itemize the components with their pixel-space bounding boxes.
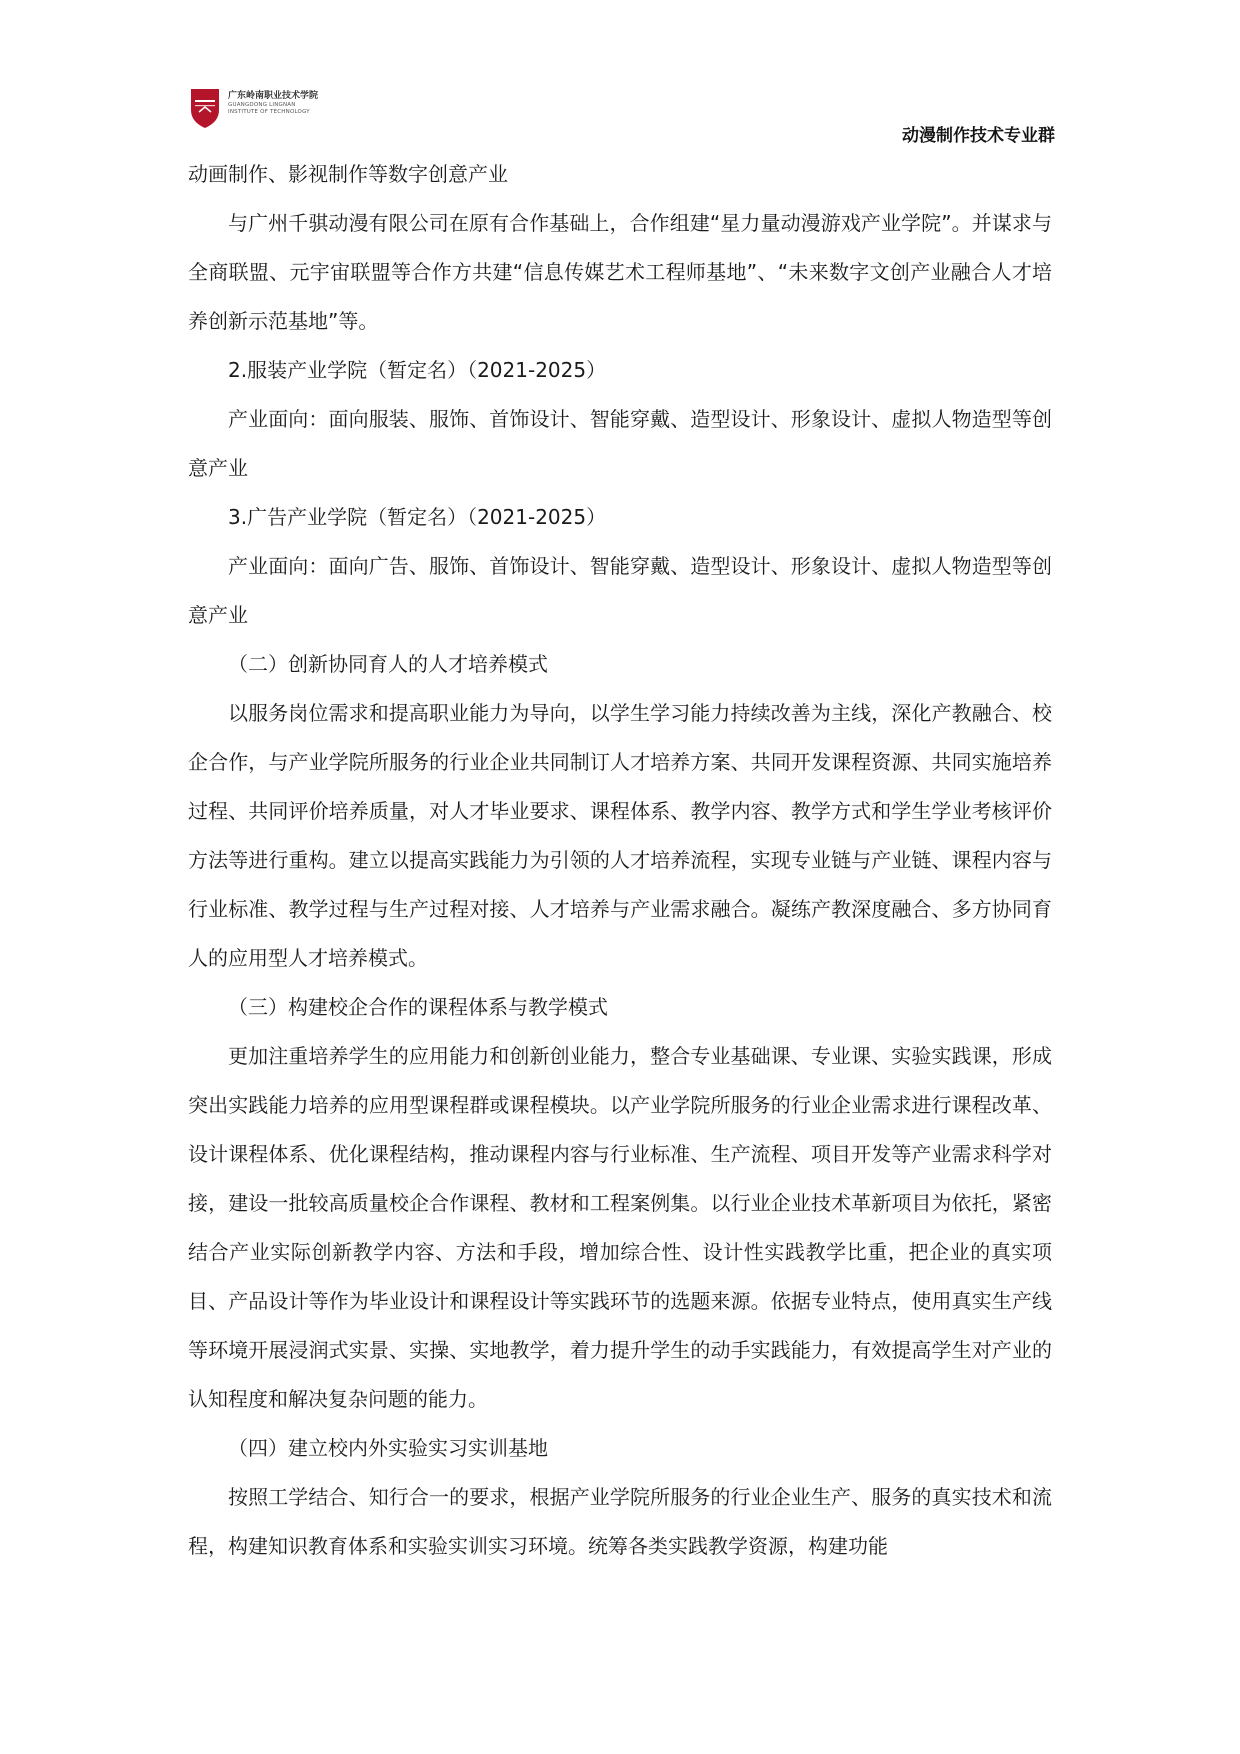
logo-english-line-1: GUANGDONG LINGNAN bbox=[228, 102, 296, 108]
header-title: 动漫制作技术专业群 bbox=[902, 126, 1055, 146]
paragraph: 更加注重培养学生的应用能力和创新创业能力，整合专业基础课、专业课、实验实践课，形成突出实践能力培养的应用型课程群或课程模块。以产业学院所服务的行业企业需求进行课程改革、设计课程体系、优化课程结构，推动课程内容与行业标准、生产流程、项目开发等产业需求科学对接，建设一批较高质量校企合作课程、教材和工程案例集。以行业企业技术革新项目为依托，紧密结合产业实际创新教学内容、方法和手段，增加综合性、设计性实践教学比重，把企业的真实项目、产品设计等作为毕业设计和课程设计等实践环节的选题来源。依据专业特点，使用真实生产线等环境开展浸润式实景、实操、实地教学，着力提升学生的动手实践能力，有效提高学生对产业的认知程度和解决复杂问题的能力。 bbox=[188, 1044, 1052, 1411]
paragraph: 动画制作、影视制作等数字创意产业 bbox=[188, 162, 508, 186]
logo-chinese-name: 广东岭南职业技术学院 bbox=[228, 91, 319, 101]
paragraph: 以服务岗位需求和提高职业能力为导向，以学生学习能力持续改善为主线，深化产教融合、校企合作，与产业学院所服务的行业企业共同制订人才培养方案、共同开发课程资源、共同实施培养过程、共同评价培养质量，对人才毕业要求、课程体系、教学内容、教学方式和学生学业考核评价方法等进行重构。建立以提高实践能力为引领的人才培养流程，实现专业链与产业链、课程内容与行业标准、教学过程与生产过程对接、人才培养与产业需求融合。凝练产教深度融合、多方协同育人的应用型人才培养模式。 bbox=[188, 701, 1052, 970]
paragraph: 与广州千骐动漫有限公司在原有合作基础上，合作组建“星力量动漫游戏产业学院”。并谋求与全商联盟、元宇宙联盟等合作方共建“信息传媒艺术工程师基地”、“未来数字文创产业融合人才培养创新示范基地”等。 bbox=[188, 211, 1052, 333]
school-logo bbox=[188, 86, 328, 136]
logo-english-line-2: INSTITUTE OF TECHNOLOGY bbox=[228, 109, 310, 115]
page-header bbox=[0, 0, 1240, 150]
section-heading: （四）建立校内外实验实习实训基地 bbox=[228, 1436, 548, 1460]
section-heading: 3.广告产业学院（暂定名）（2021-2025） bbox=[228, 505, 607, 529]
paragraph: 产业面向：面向服装、服饰、首饰设计、智能穿戴、造型设计、形象设计、虚拟人物造型等创意产业 bbox=[188, 407, 1052, 480]
shield-logo-icon bbox=[188, 86, 222, 130]
section-heading: （三）构建校企合作的课程体系与教学模式 bbox=[228, 995, 608, 1019]
logo-text bbox=[228, 90, 328, 116]
paragraph: 产业面向：面向广告、服饰、首饰设计、智能穿戴、造型设计、形象设计、虚拟人物造型等创意产业 bbox=[188, 554, 1052, 627]
section-heading: （二）创新协同育人的人才培养模式 bbox=[228, 652, 548, 676]
section-heading: 2.服装产业学院（暂定名）（2021-2025） bbox=[228, 358, 607, 382]
document-body bbox=[188, 150, 1052, 1571]
paragraph: 按照工学结合、知行合一的要求，根据产业学院所服务的行业企业生产、服务的真实技术和流程，构建知识教育体系和实验实训实习环境。统筹各类实践教学资源，构建功能 bbox=[188, 1485, 1052, 1558]
